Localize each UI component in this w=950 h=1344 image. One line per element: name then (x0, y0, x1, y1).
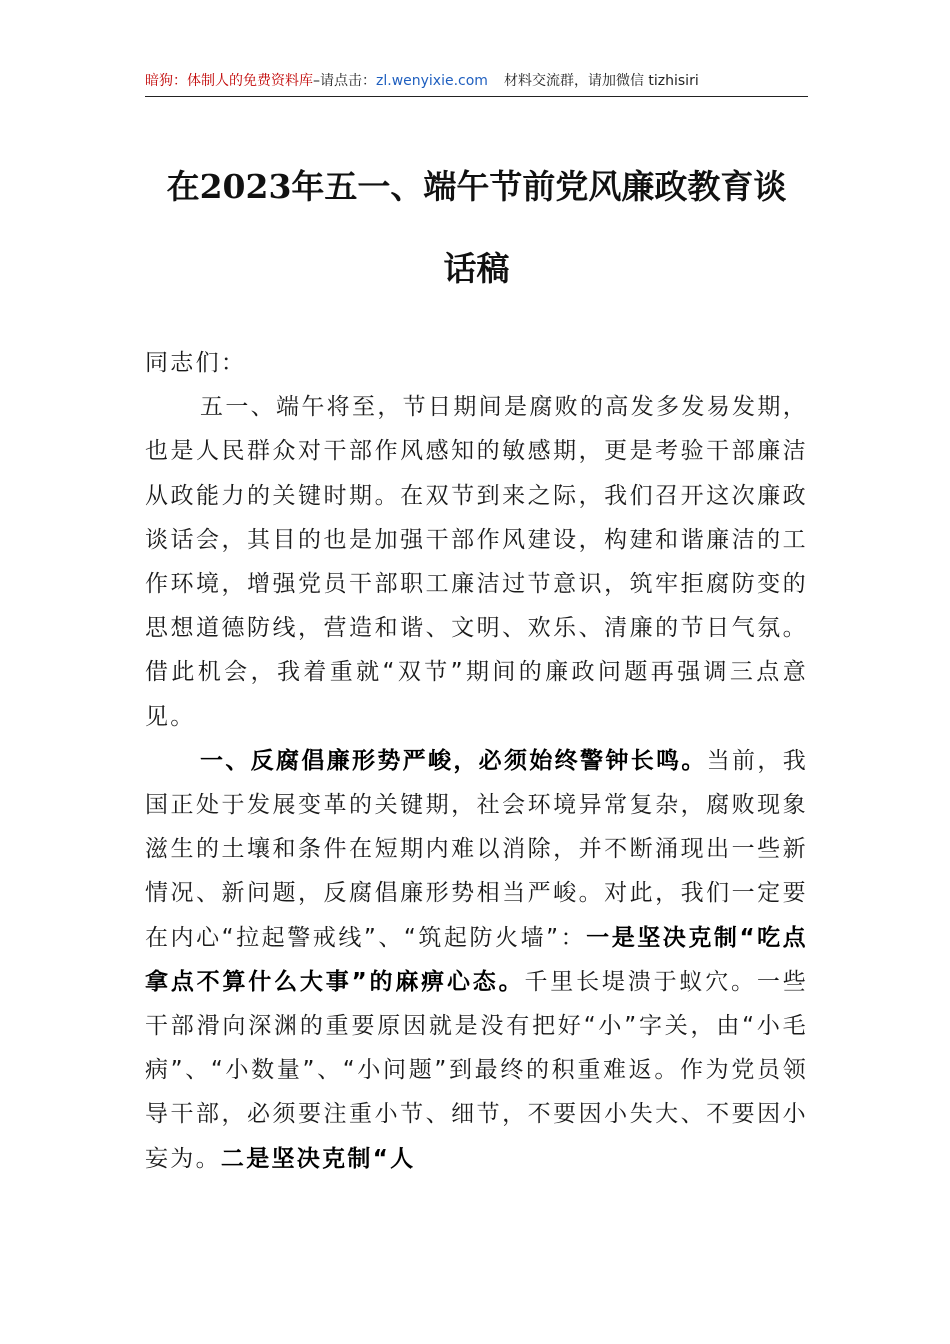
header-url-link[interactable]: zl.wenyixie.com (376, 73, 488, 89)
document-title-line2: 话稿 (443, 249, 510, 288)
point-2-heading: 二是坚决克制“人 (220, 1145, 416, 1172)
document-body (145, 341, 808, 1181)
paragraph-2 (145, 739, 808, 1181)
paragraph-2-text-2: 千里长堤溃于蚁穴。一些干部滑向深渊的重要原因就是没有把好“小”字关，由“小毛病”、“小数量”、“小问题”到最终的积重难返。作为党员领导干部，必须要注重小节、细节，不要因小失大、不要因小妄为。 (145, 968, 808, 1172)
paragraph-2-text-1: 当前，我国正处于发展变革的关键期，社会环境异常复杂，腐败现象滋生的土壤和条件在短期内难以消除，并不断涌现出一些新情况、新问题，反腐倡廉形势相当严峻。对此，我们一定要在内心“拉起警戒线”、“筑起防火墙”： (145, 747, 809, 951)
header-contact: 材料交流群，请加微信 tizhisiri (503, 73, 699, 89)
point-1-heading: 一是坚决克制“吃点拿点不算什么大事”的麻痹心态。 (145, 924, 808, 995)
section-heading-1: 一、反腐倡廉形势严峻，必须始终警钟长鸣。 (200, 747, 707, 774)
header-prompt: –请点击： (313, 73, 376, 89)
page-header (145, 70, 808, 97)
paragraph-1: 五一、端午将至，节日期间是腐败的高发多发易发期，也是人民群众对干部作风感知的敏感期，更是考验干部廉洁从政能力的关键时期。在双节到来之际，我们召开这次廉政谈话会，其目的也是加强干部作风建设，构建和谐廉洁的工作环境，增强党员干部职工廉洁过节意识，筑牢拒腐防变的思想道德防线，营造和谐、文明、欢乐、清廉的节日气氛。借此机会，我着重就“双节”期间的廉政问题再强调三点意见。 (145, 394, 808, 730)
salutation: 同志们： (145, 350, 247, 376)
document-title-line1: 在2023年五一、端午节前党风廉政教育谈 (166, 167, 787, 206)
header-site-name: 暗狗：体制人的免费资料库 (145, 73, 313, 89)
